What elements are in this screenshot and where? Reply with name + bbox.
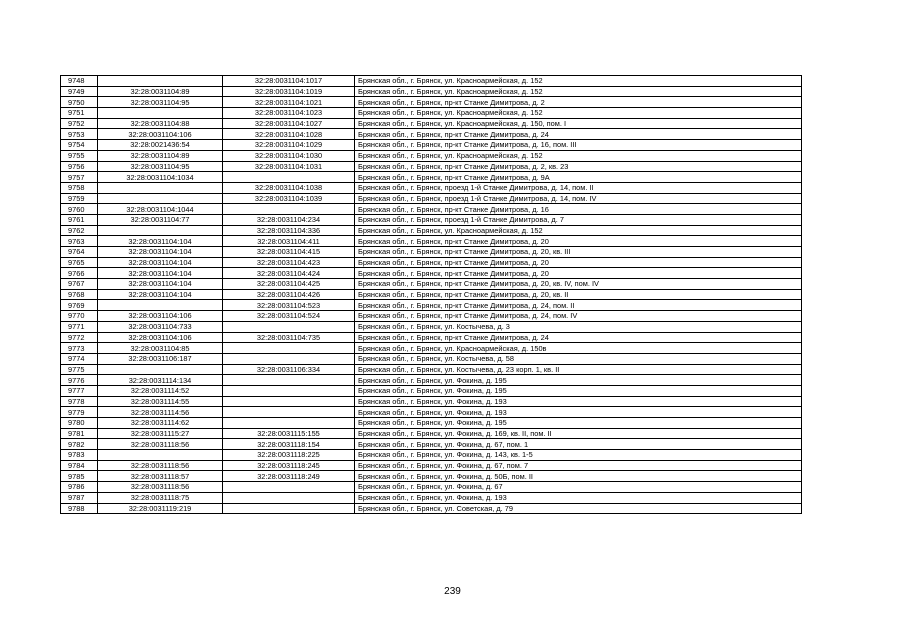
row-number-cell: 9758 — [61, 182, 98, 193]
address-cell: Брянская обл., г. Брянск, проезд 1-й Станке Димитрова, д. 7 — [355, 214, 802, 225]
row-number-cell: 9755 — [61, 150, 98, 161]
cadastral-number-object-cell: 32:28:0031104:424 — [223, 268, 355, 279]
cadastral-number-parcel-cell: 32:28:0031104:88 — [98, 118, 223, 129]
cadastral-number-object-cell: 32:28:0031104:1027 — [223, 118, 355, 129]
address-cell: Брянская обл., г. Брянск, ул. Фокина, д. 195 — [355, 418, 802, 429]
cadastral-number-object-cell — [223, 343, 355, 354]
row-number-cell: 9759 — [61, 193, 98, 204]
cadastral-number-parcel-cell — [98, 193, 223, 204]
row-number-cell: 9788 — [61, 503, 98, 514]
row-number-cell: 9787 — [61, 492, 98, 503]
row-number-cell: 9765 — [61, 257, 98, 268]
cadastral-number-object-cell: 32:28:0031104:524 — [223, 311, 355, 322]
row-number-cell: 9777 — [61, 385, 98, 396]
address-cell: Брянская обл., г. Брянск, ул. Красноармейская, д. 152 — [355, 150, 802, 161]
cadastral-number-object-cell: 32:28:0031104:425 — [223, 279, 355, 290]
row-number-cell: 9752 — [61, 118, 98, 129]
cadastral-number-object-cell: 32:28:0031104:234 — [223, 214, 355, 225]
address-cell: Брянская обл., г. Брянск, пр-кт Станке Димитрова, д. 20 — [355, 257, 802, 268]
table-row — [61, 343, 802, 354]
cadastral-number-object-cell: 32:28:0031118:225 — [223, 450, 355, 461]
table-row — [61, 225, 802, 236]
cadastral-number-object-cell: 32:28:0031104:1030 — [223, 150, 355, 161]
cadastral-number-object-cell: 32:28:0031118:154 — [223, 439, 355, 450]
address-cell: Брянская обл., г. Брянск, ул. Фокина, д. 195 — [355, 385, 802, 396]
table-row — [61, 76, 802, 87]
cadastral-number-parcel-cell: 32:28:0031104:104 — [98, 257, 223, 268]
address-cell: Брянская обл., г. Брянск, ул. Фокина, д. 143, кв. 1-5 — [355, 450, 802, 461]
table-row — [61, 86, 802, 97]
cadastral-number-parcel-cell: 32:28:0031104:106 — [98, 311, 223, 322]
cadastral-number-object-cell: 32:28:0031104:1031 — [223, 161, 355, 172]
cadastral-number-object-cell: 32:28:0031104:1021 — [223, 97, 355, 108]
row-number-cell: 9784 — [61, 460, 98, 471]
cadastral-number-object-cell: 32:28:0031104:1038 — [223, 182, 355, 193]
table-row — [61, 161, 802, 172]
table-row — [61, 482, 802, 493]
row-number-cell: 9760 — [61, 204, 98, 215]
row-number-cell: 9751 — [61, 108, 98, 119]
address-cell: Брянская обл., г. Брянск, пр-кт Станке Димитрова, д. 20, кв. II — [355, 289, 802, 300]
address-cell: Брянская обл., г. Брянск, ул. Фокина, д. 67 — [355, 482, 802, 493]
cadastral-number-parcel-cell: 32:28:0031104:104 — [98, 289, 223, 300]
table-row — [61, 428, 802, 439]
table-row — [61, 214, 802, 225]
cadastral-number-object-cell: 32:28:0031104:1028 — [223, 129, 355, 140]
cadastral-number-parcel-cell: 32:28:0031106:187 — [98, 353, 223, 364]
cadastral-number-parcel-cell: 32:28:0031118:75 — [98, 492, 223, 503]
cadastral-number-parcel-cell — [98, 76, 223, 87]
cadastral-number-object-cell: 32:28:0031104:426 — [223, 289, 355, 300]
row-number-cell: 9783 — [61, 450, 98, 461]
row-number-cell: 9775 — [61, 364, 98, 375]
address-cell: Брянская обл., г. Брянск, ул. Костычева, д. 23 корп. 1, кв. II — [355, 364, 802, 375]
table-row — [61, 385, 802, 396]
row-number-cell: 9757 — [61, 172, 98, 183]
table-row — [61, 396, 802, 407]
cadastral-number-object-cell — [223, 482, 355, 493]
table-row — [61, 375, 802, 386]
cadastral-number-parcel-cell — [98, 300, 223, 311]
cadastral-number-object-cell — [223, 353, 355, 364]
cadastral-number-object-cell: 32:28:0031104:1019 — [223, 86, 355, 97]
row-number-cell: 9748 — [61, 76, 98, 87]
table-row — [61, 97, 802, 108]
cadastral-number-parcel-cell: 32:28:0031104:89 — [98, 86, 223, 97]
cadastral-number-parcel-cell: 32:28:0031104:104 — [98, 236, 223, 247]
cadastral-number-object-cell — [223, 407, 355, 418]
cadastral-number-parcel-cell: 32:28:0031119:219 — [98, 503, 223, 514]
address-cell: Брянская обл., г. Брянск, ул. Красноармейская, д. 152 — [355, 76, 802, 87]
address-cell: Брянская обл., г. Брянск, ул. Фокина, д. 193 — [355, 396, 802, 407]
row-number-cell: 9774 — [61, 353, 98, 364]
cadastral-number-parcel-cell: 32:28:0031104:77 — [98, 214, 223, 225]
cadastral-number-object-cell: 32:28:0031104:735 — [223, 332, 355, 343]
address-cell: Брянская обл., г. Брянск, пр-кт Станке Димитрова, д. 20, кв. IV, пом. IV — [355, 279, 802, 290]
address-cell: Брянская обл., г. Брянск, ул. Красноармейская, д. 150, пом. I — [355, 118, 802, 129]
table-row — [61, 150, 802, 161]
cadastral-number-object-cell — [223, 492, 355, 503]
address-cell: Брянская обл., г. Брянск, пр-кт Станке Димитрова, д. 24 — [355, 332, 802, 343]
cadastral-number-object-cell — [223, 385, 355, 396]
table-row — [61, 407, 802, 418]
address-cell: Брянская обл., г. Брянск, ул. Фокина, д. 67, пом. 1 — [355, 439, 802, 450]
row-number-cell: 9750 — [61, 97, 98, 108]
cadastral-number-parcel-cell — [98, 108, 223, 119]
cadastral-number-parcel-cell: 32:28:0031104:106 — [98, 332, 223, 343]
address-cell: Брянская обл., г. Брянск, ул. Красноармейская, д. 152 — [355, 86, 802, 97]
cadastral-number-object-cell: 32:28:0031104:415 — [223, 247, 355, 258]
row-number-cell: 9771 — [61, 321, 98, 332]
address-cell: Брянская обл., г. Брянск, ул. Костычева, д. 58 — [355, 353, 802, 364]
table-row — [61, 268, 802, 279]
cadastral-number-parcel-cell: 32:28:0031104:106 — [98, 129, 223, 140]
table-row — [61, 364, 802, 375]
table-row — [61, 471, 802, 482]
table-row — [61, 204, 802, 215]
cadastral-number-parcel-cell: 32:28:0031104:733 — [98, 321, 223, 332]
cadastral-number-object-cell: 32:28:0031118:245 — [223, 460, 355, 471]
cadastral-number-object-cell — [223, 321, 355, 332]
row-number-cell: 9779 — [61, 407, 98, 418]
table-row — [61, 257, 802, 268]
cadastral-number-parcel-cell: 32:28:0031104:89 — [98, 150, 223, 161]
cadastral-number-object-cell — [223, 503, 355, 514]
address-cell: Брянская обл., г. Брянск, пр-кт Станке Димитрова, д. 20 — [355, 236, 802, 247]
cadastral-number-parcel-cell: 32:28:0031114:134 — [98, 375, 223, 386]
table-row — [61, 172, 802, 183]
address-cell: Брянская обл., г. Брянск, ул. Красноармейская, д. 152 — [355, 225, 802, 236]
address-cell: Брянская обл., г. Брянск, ул. Фокина, д. 193 — [355, 492, 802, 503]
cadastral-number-parcel-cell: 32:28:0031104:95 — [98, 161, 223, 172]
table-row — [61, 193, 802, 204]
table-row — [61, 129, 802, 140]
table-row — [61, 140, 802, 151]
registry-table-body — [61, 76, 802, 514]
cadastral-number-object-cell — [223, 418, 355, 429]
cadastral-number-parcel-cell — [98, 225, 223, 236]
cadastral-number-parcel-cell — [98, 450, 223, 461]
cadastral-number-parcel-cell: 32:28:0031104:104 — [98, 247, 223, 258]
row-number-cell: 9767 — [61, 279, 98, 290]
address-cell: Брянская обл., г. Брянск, ул. Фокина, д. 193 — [355, 407, 802, 418]
row-number-cell: 9761 — [61, 214, 98, 225]
row-number-cell: 9778 — [61, 396, 98, 407]
table-row — [61, 460, 802, 471]
table-row — [61, 321, 802, 332]
cadastral-number-parcel-cell: 32:28:0031115:27 — [98, 428, 223, 439]
row-number-cell: 9763 — [61, 236, 98, 247]
table-row — [61, 182, 802, 193]
table-row — [61, 247, 802, 258]
row-number-cell: 9780 — [61, 418, 98, 429]
address-cell: Брянская обл., г. Брянск, ул. Фокина, д. 169, кв. II, пом. II — [355, 428, 802, 439]
row-number-cell: 9753 — [61, 129, 98, 140]
row-number-cell: 9756 — [61, 161, 98, 172]
address-cell: Брянская обл., г. Брянск, ул. Красноармейская, д. 152 — [355, 108, 802, 119]
cadastral-number-parcel-cell: 32:28:0031114:62 — [98, 418, 223, 429]
cadastral-number-object-cell: 32:28:0031104:1017 — [223, 76, 355, 87]
cadastral-number-object-cell — [223, 204, 355, 215]
address-cell: Брянская обл., г. Брянск, пр-кт Станке Димитрова, д. 24 — [355, 129, 802, 140]
cadastral-number-object-cell — [223, 375, 355, 386]
table-row — [61, 236, 802, 247]
address-cell: Брянская обл., г. Брянск, пр-кт Станке Димитрова, д. 24, пом. IV — [355, 311, 802, 322]
row-number-cell: 9772 — [61, 332, 98, 343]
table-row — [61, 439, 802, 450]
table-row — [61, 118, 802, 129]
address-cell: Брянская обл., г. Брянск, пр-кт Станке Димитрова, д. 24, пом. II — [355, 300, 802, 311]
cadastral-number-object-cell: 32:28:0031104:336 — [223, 225, 355, 236]
table-row — [61, 311, 802, 322]
row-number-cell: 9786 — [61, 482, 98, 493]
cadastral-number-parcel-cell — [98, 182, 223, 193]
cadastral-number-parcel-cell: 32:28:0031114:55 — [98, 396, 223, 407]
cadastral-number-object-cell: 32:28:0031104:411 — [223, 236, 355, 247]
row-number-cell: 9764 — [61, 247, 98, 258]
row-number-cell: 9769 — [61, 300, 98, 311]
cadastral-number-object-cell: 32:28:0031104:1023 — [223, 108, 355, 119]
address-cell: Брянская обл., г. Брянск, пр-кт Станке Димитрова, д. 2, кв. 23 — [355, 161, 802, 172]
cadastral-number-parcel-cell: 32:28:0031104:1044 — [98, 204, 223, 215]
address-cell: Брянская обл., г. Брянск, ул. Красноармейская, д. 150в — [355, 343, 802, 354]
registry-table — [60, 75, 802, 514]
address-cell: Брянская обл., г. Брянск, пр-кт Станке Димитрова, д. 20, кв. III — [355, 247, 802, 258]
address-cell: Брянская обл., г. Брянск, пр-кт Станке Димитрова, д. 2 — [355, 97, 802, 108]
cadastral-number-parcel-cell: 32:28:0031104:1034 — [98, 172, 223, 183]
cadastral-number-parcel-cell: 32:28:0031104:95 — [98, 97, 223, 108]
address-cell: Брянская обл., г. Брянск, проезд 1-й Станке Димитрова, д. 14, пом. II — [355, 182, 802, 193]
address-cell: Брянская обл., г. Брянск, ул. Фокина, д. 195 — [355, 375, 802, 386]
page-number: 239 — [444, 586, 461, 597]
cadastral-number-object-cell — [223, 396, 355, 407]
row-number-cell: 9782 — [61, 439, 98, 450]
cadastral-number-parcel-cell: 32:28:0031104:104 — [98, 268, 223, 279]
table-row — [61, 279, 802, 290]
address-cell: Брянская обл., г. Брянск, ул. Фокина, д. 67, пом. 7 — [355, 460, 802, 471]
cadastral-number-object-cell — [223, 172, 355, 183]
row-number-cell: 9766 — [61, 268, 98, 279]
table-row — [61, 418, 802, 429]
cadastral-number-parcel-cell: 32:28:0031118:56 — [98, 460, 223, 471]
cadastral-number-object-cell: 32:28:0031104:1029 — [223, 140, 355, 151]
table-row — [61, 492, 802, 503]
table-row — [61, 300, 802, 311]
cadastral-number-object-cell: 32:28:0031104:523 — [223, 300, 355, 311]
row-number-cell: 9781 — [61, 428, 98, 439]
address-cell: Брянская обл., г. Брянск, проезд 1-й Станке Димитрова, д. 14, пом. IV — [355, 193, 802, 204]
row-number-cell: 9776 — [61, 375, 98, 386]
table-row — [61, 332, 802, 343]
address-cell: Брянская обл., г. Брянск, ул. Костычева, д. 3 — [355, 321, 802, 332]
row-number-cell: 9762 — [61, 225, 98, 236]
cadastral-number-parcel-cell: 32:28:0031114:56 — [98, 407, 223, 418]
address-cell: Брянская обл., г. Брянск, пр-кт Станке Димитрова, д. 20 — [355, 268, 802, 279]
cadastral-number-parcel-cell: 32:28:0031104:85 — [98, 343, 223, 354]
cadastral-number-parcel-cell: 32:28:0031118:57 — [98, 471, 223, 482]
cadastral-number-object-cell: 32:28:0031104:1039 — [223, 193, 355, 204]
table-row — [61, 503, 802, 514]
table-row — [61, 108, 802, 119]
cadastral-number-parcel-cell: 32:28:0031104:104 — [98, 279, 223, 290]
cadastral-number-parcel-cell: 32:28:0031118:56 — [98, 439, 223, 450]
cadastral-number-object-cell: 32:28:0031118:249 — [223, 471, 355, 482]
cadastral-number-parcel-cell — [98, 364, 223, 375]
address-cell: Брянская обл., г. Брянск, ул. Советская, д. 79 — [355, 503, 802, 514]
table-row — [61, 450, 802, 461]
cadastral-number-object-cell: 32:28:0031104:423 — [223, 257, 355, 268]
address-cell: Брянская обл., г. Брянск, ул. Фокина, д. 50Б, пом. II — [355, 471, 802, 482]
address-cell: Брянская обл., г. Брянск, пр-кт Станке Димитрова, д. 16 — [355, 204, 802, 215]
row-number-cell: 9754 — [61, 140, 98, 151]
table-row — [61, 353, 802, 364]
row-number-cell: 9749 — [61, 86, 98, 97]
address-cell: Брянская обл., г. Брянск, пр-кт Станке Димитрова, д. 9А — [355, 172, 802, 183]
cadastral-number-parcel-cell: 32:28:0031114:52 — [98, 385, 223, 396]
cadastral-number-object-cell: 32:28:0031115:155 — [223, 428, 355, 439]
cadastral-number-parcel-cell: 32:28:0031118:56 — [98, 482, 223, 493]
cadastral-number-parcel-cell: 32:28:0021436:54 — [98, 140, 223, 151]
address-cell: Брянская обл., г. Брянск, пр-кт Станке Димитрова, д. 16, пом. III — [355, 140, 802, 151]
table-row — [61, 289, 802, 300]
row-number-cell: 9770 — [61, 311, 98, 322]
row-number-cell: 9785 — [61, 471, 98, 482]
cadastral-number-object-cell: 32:28:0031106:334 — [223, 364, 355, 375]
row-number-cell: 9773 — [61, 343, 98, 354]
row-number-cell: 9768 — [61, 289, 98, 300]
